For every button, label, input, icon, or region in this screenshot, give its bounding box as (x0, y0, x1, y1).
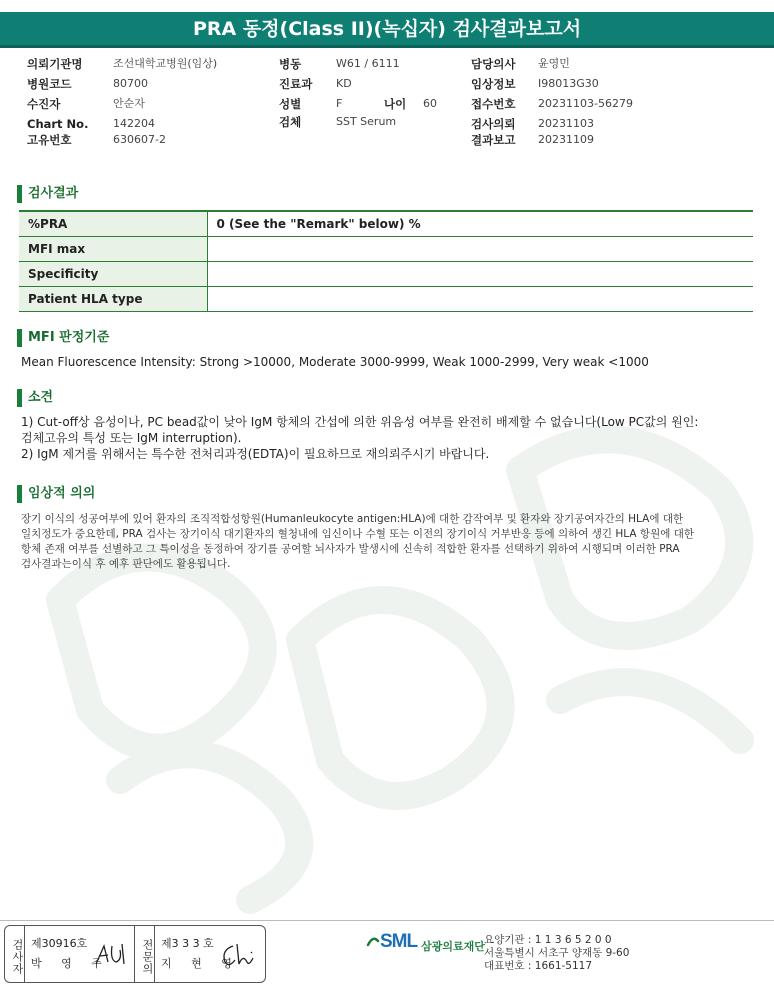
section-title-results: 검사결과 (17, 185, 78, 203)
info-label: 검체 (279, 115, 302, 129)
clinical-line: 검사결과는이식 후 예후 판단에도 활용됩니다. (21, 558, 231, 570)
result-key: Patient HLA type (19, 286, 207, 311)
result-key: MFI max (19, 236, 207, 261)
info-value: 20231109 (538, 133, 594, 146)
remark-line: 검체고유의 특성 또는 IgM interruption). (21, 431, 242, 445)
specialist-name: 지 현 영 (161, 957, 240, 970)
tester-signature (25, 926, 135, 982)
patient-info-header (0, 56, 774, 152)
logo-mark-icon (366, 935, 380, 949)
section-title-mfi: MFI 판정기준 (17, 329, 109, 347)
info-label: 검사의뢰 (471, 117, 516, 131)
info-value: W61 / 6111 (336, 57, 400, 70)
info-row-report-date (0, 132, 700, 148)
address-line: 요양기관 : 1 1 3 6 5 2 0 0 (484, 934, 612, 946)
info-label: 나이 (384, 97, 407, 111)
remark-line: 1) Cut-off상 음성이나, PC bead값이 낮아 IgM 항체의 간섭에 의한 위음성 여부를 완전히 배제할 수 없습니다(Low PC값의 원인: (21, 415, 699, 429)
info-label: 접수번호 (471, 97, 516, 111)
info-label: 진료과 (279, 77, 313, 91)
table-row (19, 261, 753, 286)
info-label: Chart No. (27, 117, 89, 131)
logo-text: SML (380, 931, 418, 952)
info-value: SST Serum (336, 115, 397, 128)
tester-name: 박 영 주 (31, 957, 110, 970)
info-value: I98013G30 (538, 77, 599, 90)
info-value: 조선대학교병원(임상) (113, 57, 218, 70)
result-value (207, 286, 753, 311)
info-row-request-date (0, 116, 700, 132)
table-row (19, 211, 753, 236)
info-label: 임상정보 (471, 77, 516, 91)
clinical-line: 장기 이식의 성공여부에 있어 환자의 조직적합성항원(Humanleukocyte antigen:HLA)에 대한 감작여부 및 환자와 장기공여자간의 HLA에 대한 (21, 513, 684, 525)
info-label: 병동 (279, 57, 302, 71)
info-row-receipt-no (0, 96, 700, 112)
address-line: 대표번호 : 1661-5117 (484, 960, 593, 972)
result-value (207, 261, 753, 286)
signature-box (4, 925, 266, 983)
remark-line: 2) IgM 제거를 위해서는 특수한 전처리과정(EDTA)이 필요하므로 재의뢰주시기 바랍니다. (21, 447, 490, 461)
specialist-label: 전문의 (135, 926, 155, 982)
report-title: PRA 동정(Class II)(녹십자) 검사결과보고서 (0, 12, 774, 48)
info-label: 의뢰기관명 (27, 57, 83, 71)
address-line: 서울특별시 서초구 양재동 9-60 (484, 947, 630, 959)
info-value: KD (336, 77, 352, 90)
sml-logo (366, 930, 485, 954)
section-title-remark: 소견 (17, 389, 53, 407)
result-key: Specificity (19, 261, 207, 286)
info-value: 630607-2 (113, 133, 166, 146)
info-value: 20231103-56279 (538, 97, 633, 110)
info-value: 안순자 (113, 97, 145, 110)
footer-divider (0, 920, 774, 921)
info-label: 병원코드 (27, 77, 72, 91)
remark-text (21, 414, 698, 462)
clinical-text (21, 512, 694, 572)
info-row-doctor (0, 56, 700, 72)
tester-license-no: 제30916호 (31, 937, 88, 950)
info-row-clinical-info (0, 76, 700, 92)
specialist-signature (155, 926, 265, 982)
info-value: 60 (423, 97, 437, 110)
info-value: 142204 (113, 117, 155, 130)
mfi-criteria-text: Mean Fluorescence Intensity: Strong >10000, Moderate 3000-9999, Weak 1000-2999, Very weak <1000 (21, 355, 649, 369)
info-label: 성별 (279, 97, 302, 111)
specialist-license-no: 제3 3 3 호 (161, 937, 214, 950)
table-row (19, 236, 753, 261)
clinical-line: 항체 존재 여부를 선별하고 그 특이성을 동정하여 장기를 공여할 뇌사자가 발생시에 신속히 적합한 환자를 선택하기 위하여 시행되며 이러한 PRA (21, 543, 680, 555)
info-value: 80700 (113, 77, 148, 90)
info-value: 윤영민 (538, 57, 570, 70)
result-key: %PRA (19, 211, 207, 236)
tester-label: 검사자 (5, 926, 25, 982)
info-value: 20231103 (538, 117, 594, 130)
info-label: 담당의사 (471, 57, 516, 71)
results-table (19, 210, 753, 312)
result-value (207, 236, 753, 261)
tester-signature-scribble (92, 940, 128, 970)
clinical-line: 일치정도가 중요한데, PRA 검사는 장기이식 대기환자의 혈청내에 임신이나 수혈 또는 이전의 장기이식 거부반응 등에 의하여 생긴 HLA 항원에 대한 (21, 528, 694, 540)
table-row (19, 286, 753, 311)
result-value: 0 (See the "Remark" below) % (207, 211, 753, 236)
info-label: 수진자 (27, 97, 61, 111)
info-label: 고유번호 (27, 133, 72, 147)
info-label: 결과보고 (471, 133, 516, 147)
section-title-clinical: 임상적 의의 (17, 485, 95, 503)
info-value: F (336, 97, 343, 110)
specialist-signature-scribble (219, 940, 259, 970)
organization-name: 삼광의료재단 (421, 940, 485, 953)
organization-address (484, 934, 629, 973)
